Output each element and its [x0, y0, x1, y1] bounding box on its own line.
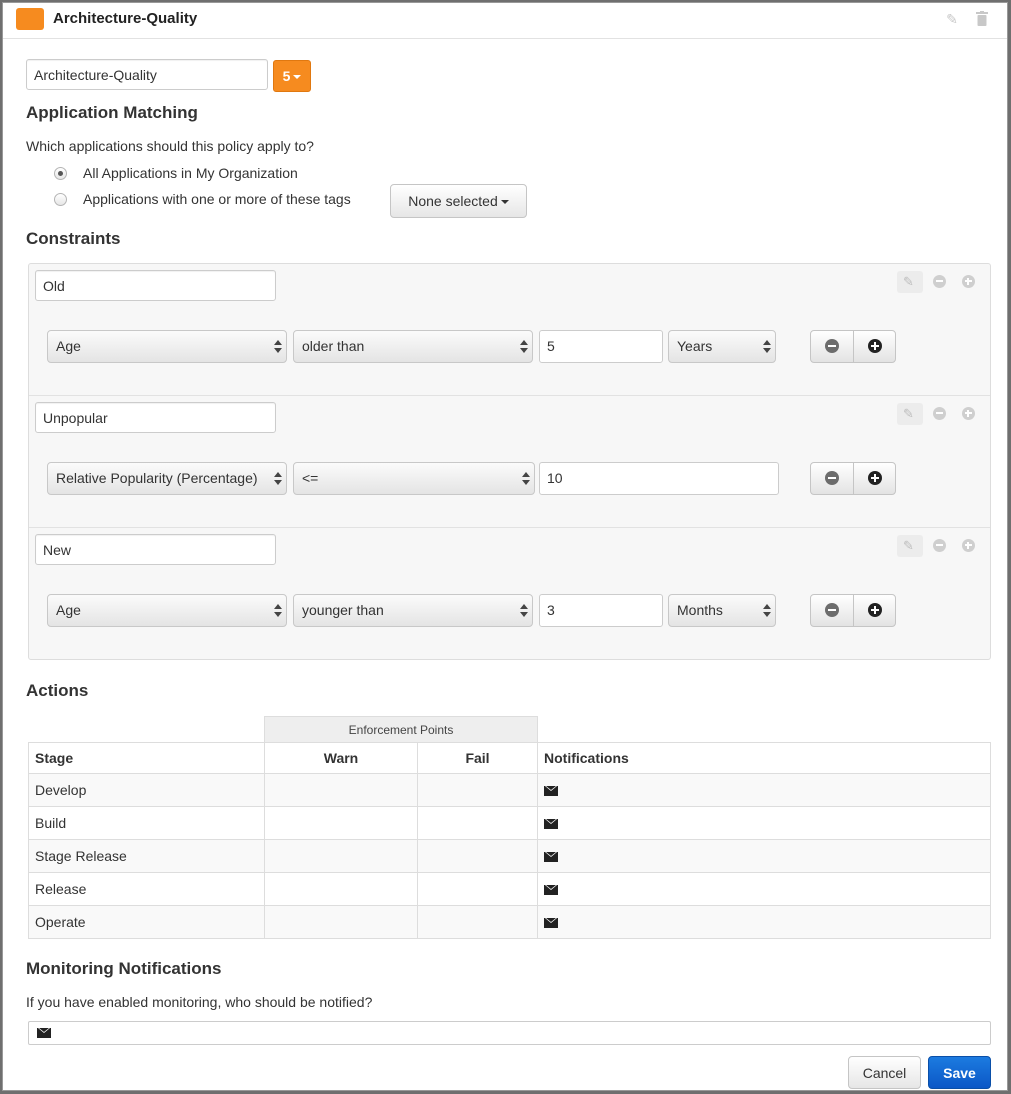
operator-select[interactable]: younger than — [293, 594, 533, 627]
constraint-name-input[interactable] — [35, 402, 276, 433]
column-fail: Fail — [418, 743, 538, 774]
pencil-icon: ✎ — [903, 406, 914, 421]
unit-select[interactable]: Months — [668, 594, 776, 627]
column-stage: Stage — [29, 743, 265, 774]
monitoring-recipients-field[interactable] — [28, 1021, 991, 1045]
fail-cell[interactable] — [418, 840, 538, 873]
operator-select[interactable]: <= — [293, 462, 535, 495]
minus-circle-icon — [825, 339, 839, 353]
matching-question: Which applications should this policy apply to? — [26, 138, 314, 154]
select-arrows-icon — [763, 339, 771, 355]
policy-name-input[interactable] — [26, 59, 268, 90]
stage-cell: Build — [29, 807, 265, 840]
plus-circle-icon — [868, 339, 882, 353]
table-header-row — [29, 743, 991, 774]
minus-circle-icon — [825, 471, 839, 485]
monitoring-question: If you have enabled monitoring, who should be notified? — [26, 994, 373, 1010]
warn-cell[interactable] — [265, 873, 418, 906]
stage-cell: Release — [29, 873, 265, 906]
table-row — [29, 840, 991, 873]
trash-icon[interactable] — [974, 11, 990, 29]
attribute-select[interactable]: Age — [47, 330, 287, 363]
constraint-row — [29, 264, 990, 396]
table-row — [29, 906, 991, 939]
constraint-edit-button[interactable] — [897, 535, 923, 557]
select-arrows-icon — [520, 339, 528, 355]
condition-button-group — [810, 462, 896, 495]
notifications-cell[interactable] — [538, 873, 991, 906]
enforcement-points-header: Enforcement Points — [264, 716, 538, 743]
pencil-icon: ✎ — [903, 538, 914, 553]
constraint-add-button[interactable] — [956, 271, 982, 293]
envelope-icon — [544, 918, 558, 928]
notifications-cell[interactable] — [538, 807, 991, 840]
add-condition-button[interactable] — [853, 595, 896, 626]
caret-down-icon — [501, 200, 509, 204]
select-arrows-icon — [522, 471, 530, 487]
tags-select-dropdown[interactable] — [390, 184, 527, 218]
notifications-cell[interactable] — [538, 840, 991, 873]
envelope-icon — [544, 885, 558, 895]
condition-button-group — [810, 330, 896, 363]
minus-circle-icon — [933, 539, 946, 552]
plus-circle-icon — [962, 275, 975, 288]
constraint-row — [29, 396, 990, 528]
minus-circle-icon — [825, 603, 839, 617]
constraint-remove-button[interactable] — [927, 403, 953, 425]
constraint-name-input[interactable] — [35, 270, 276, 301]
radio-tagged-applications[interactable] — [54, 193, 67, 206]
unit-select[interactable]: Years — [668, 330, 776, 363]
table-row — [29, 807, 991, 840]
plus-circle-icon — [962, 539, 975, 552]
minus-circle-icon — [933, 407, 946, 420]
tags-select-value: None selected — [408, 193, 498, 209]
table-row — [29, 873, 991, 906]
fail-cell[interactable] — [418, 906, 538, 939]
constraint-add-button[interactable] — [956, 535, 982, 557]
select-arrows-icon — [520, 603, 528, 619]
plus-circle-icon — [868, 471, 882, 485]
warn-cell[interactable] — [265, 807, 418, 840]
warn-cell[interactable] — [265, 774, 418, 807]
stage-cell: Develop — [29, 774, 265, 807]
column-warn: Warn — [265, 743, 418, 774]
monitoring-heading: Monitoring Notifications — [26, 959, 222, 978]
envelope-icon — [544, 852, 558, 862]
add-condition-button[interactable] — [853, 331, 896, 362]
notifications-cell[interactable] — [538, 906, 991, 939]
fail-cell[interactable] — [418, 873, 538, 906]
constraint-remove-button[interactable] — [927, 535, 953, 557]
envelope-icon — [544, 786, 558, 796]
remove-condition-button[interactable] — [811, 595, 854, 626]
option-all-applications-label: All Applications in My Organization — [83, 165, 298, 181]
select-arrows-icon — [274, 471, 282, 487]
fail-cell[interactable] — [418, 774, 538, 807]
actions-table — [28, 742, 991, 939]
table-row — [29, 774, 991, 807]
caret-down-icon — [293, 75, 301, 79]
operator-select[interactable]: older than — [293, 330, 533, 363]
add-condition-button[interactable] — [853, 463, 896, 494]
plus-circle-icon — [962, 407, 975, 420]
envelope-icon — [37, 1028, 51, 1038]
threat-color-swatch — [16, 8, 44, 30]
application-matching-heading: Application Matching — [26, 103, 198, 122]
value-input[interactable]: 3 — [539, 594, 663, 627]
select-arrows-icon — [274, 339, 282, 355]
envelope-icon — [544, 819, 558, 829]
save-button[interactable]: Save — [928, 1056, 991, 1089]
plus-circle-icon — [868, 603, 882, 617]
constraints-heading: Constraints — [26, 229, 121, 248]
policy-header — [3, 3, 1007, 39]
constraint-name-input[interactable] — [35, 534, 276, 565]
actions-heading: Actions — [26, 681, 89, 700]
condition-button-group — [810, 594, 896, 627]
remove-condition-button[interactable] — [811, 463, 854, 494]
constraint-add-button[interactable] — [956, 403, 982, 425]
value-input[interactable]: 10 — [539, 462, 779, 495]
column-notifications: Notifications — [538, 743, 991, 774]
notifications-cell[interactable] — [538, 774, 991, 807]
select-arrows-icon — [274, 603, 282, 619]
threat-level-dropdown[interactable] — [273, 60, 311, 92]
constraint-edit-button[interactable] — [897, 271, 923, 293]
pencil-icon[interactable]: ✎ — [946, 11, 958, 27]
stage-cell: Operate — [29, 906, 265, 939]
cancel-button[interactable]: Cancel — [848, 1056, 921, 1089]
fail-cell[interactable] — [418, 807, 538, 840]
warn-cell[interactable] — [265, 906, 418, 939]
policy-title: Architecture-Quality — [53, 10, 198, 27]
pencil-icon: ✎ — [903, 274, 914, 289]
radio-all-applications[interactable] — [54, 167, 67, 180]
attribute-select[interactable]: Age — [47, 594, 287, 627]
value-input[interactable]: 5 — [539, 330, 663, 363]
constraint-edit-button[interactable] — [897, 403, 923, 425]
threat-level-value: 5 — [282, 68, 291, 84]
option-tagged-applications-label: Applications with one or more of these tags — [83, 191, 351, 207]
warn-cell[interactable] — [265, 840, 418, 873]
constraint-remove-button[interactable] — [927, 271, 953, 293]
constraint-row — [29, 528, 990, 660]
minus-circle-icon — [933, 275, 946, 288]
stage-cell: Stage Release — [29, 840, 265, 873]
attribute-select[interactable]: Relative Popularity (Percentage) — [47, 462, 287, 495]
select-arrows-icon — [763, 603, 771, 619]
policy-editor — [2, 2, 1008, 1091]
remove-condition-button[interactable] — [811, 331, 854, 362]
constraints-panel — [28, 263, 991, 660]
